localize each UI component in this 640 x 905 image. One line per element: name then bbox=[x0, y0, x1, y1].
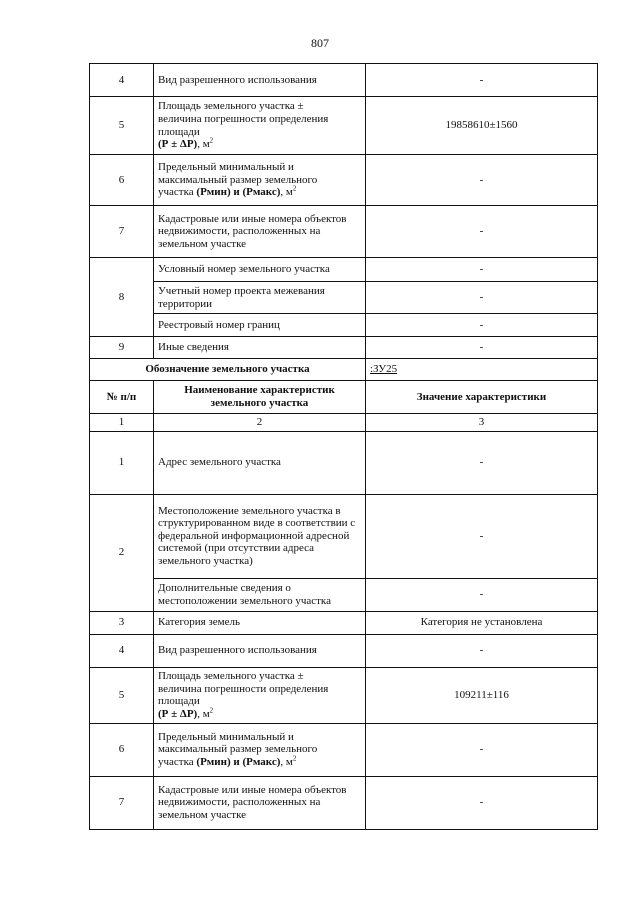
land-plot-table bbox=[89, 63, 598, 830]
table-row bbox=[90, 64, 598, 97]
characteristic-value: - bbox=[366, 258, 598, 282]
table-row bbox=[90, 634, 598, 667]
table-row bbox=[90, 282, 598, 314]
table-row bbox=[90, 611, 598, 634]
column-number: 1 bbox=[90, 414, 154, 432]
characteristic-value: - bbox=[366, 776, 598, 829]
name-line: участка bbox=[158, 755, 197, 768]
designation-label: Обозначение земельного участка bbox=[90, 359, 366, 381]
row-number: 9 bbox=[90, 337, 154, 359]
characteristic-value: Категория не установлена bbox=[366, 611, 598, 634]
table-row bbox=[90, 776, 598, 829]
characteristic-name: Вид разрешенного использования bbox=[154, 634, 366, 667]
name-line: площади bbox=[158, 125, 200, 138]
designation-row bbox=[90, 359, 598, 381]
characteristic-value: - bbox=[366, 206, 598, 258]
characteristic-name: Кадастровые или иные номера объектов недвижимости, расположенных на земельном участке bbox=[154, 206, 366, 258]
unit-exponent: 2 bbox=[209, 706, 214, 715]
unit-exponent: 2 bbox=[292, 184, 297, 193]
row-number: 1 bbox=[90, 431, 154, 494]
name-line: площади bbox=[158, 695, 200, 708]
characteristic-name: Условный номер земельного участка bbox=[154, 258, 366, 282]
page-number: 807 bbox=[311, 36, 329, 50]
characteristic-value: 109211±116 bbox=[366, 667, 598, 723]
unit: , м bbox=[197, 138, 210, 151]
characteristic-name bbox=[154, 667, 366, 723]
unit: , м bbox=[280, 755, 293, 768]
table-row bbox=[90, 155, 598, 206]
name-line: величина погрешности определения bbox=[158, 112, 329, 125]
table-row bbox=[90, 337, 598, 359]
table-row bbox=[90, 258, 598, 282]
row-number: 6 bbox=[90, 155, 154, 206]
characteristic-value: - bbox=[366, 64, 598, 97]
table-row bbox=[90, 494, 598, 578]
table-row bbox=[90, 431, 598, 494]
name-line: максимальный размер земельного bbox=[158, 743, 318, 756]
column-number: 2 bbox=[154, 414, 366, 432]
row-number: 7 bbox=[90, 206, 154, 258]
characteristic-value: - bbox=[366, 578, 598, 611]
characteristic-name: Учетный номер проекта межевания территории bbox=[154, 282, 366, 314]
table-row bbox=[90, 206, 598, 258]
unit-exponent: 2 bbox=[209, 136, 214, 145]
row-number: 5 bbox=[90, 97, 154, 155]
formula: (Р ± ΔР) bbox=[158, 138, 198, 151]
row-number: 2 bbox=[90, 494, 154, 611]
characteristic-value: - bbox=[366, 337, 598, 359]
header-value: Значение характеристики bbox=[366, 381, 598, 414]
characteristic-name: Вид разрешенного использования bbox=[154, 64, 366, 97]
characteristic-value: - bbox=[366, 634, 598, 667]
characteristic-name: Категория земель bbox=[154, 611, 366, 634]
name-line: Площадь земельного участка ± bbox=[158, 669, 304, 682]
name-line: Площадь земельного участка ± bbox=[158, 100, 304, 113]
row-number: 6 bbox=[90, 723, 154, 776]
name-line: Предельный минимальный и bbox=[158, 161, 294, 174]
name-line: Предельный минимальный и bbox=[158, 730, 294, 743]
formula: (Рмин) и (Рмакс) bbox=[196, 755, 281, 768]
characteristic-name: Реестровый номер границ bbox=[154, 314, 366, 337]
table-row bbox=[90, 314, 598, 337]
characteristic-name: Иные сведения bbox=[154, 337, 366, 359]
characteristic-value: 19858610±1560 bbox=[366, 97, 598, 155]
designation-value bbox=[366, 359, 598, 381]
characteristic-name bbox=[154, 723, 366, 776]
table-row bbox=[90, 723, 598, 776]
characteristic-name: Дополнительные сведения о местоположении земельного участка bbox=[154, 578, 366, 611]
characteristic-name: Местоположение земельного участка в структурированном виде в соответствии с федеральной информационной адресной системой (при отсутствии адреса земельного участка) bbox=[154, 494, 366, 578]
unit: , м bbox=[197, 707, 210, 720]
characteristic-value: - bbox=[366, 494, 598, 578]
characteristic-value: - bbox=[366, 282, 598, 314]
header-number: № п/п bbox=[90, 381, 154, 414]
characteristic-name bbox=[154, 155, 366, 206]
header-name: Наименование характеристик земельного участка bbox=[154, 381, 366, 414]
table-row bbox=[90, 578, 598, 611]
formula: (Рмин) и (Рмакс) bbox=[196, 186, 281, 199]
formula: (Р ± ΔР) bbox=[158, 707, 198, 720]
column-number: 3 bbox=[366, 414, 598, 432]
row-number: 7 bbox=[90, 776, 154, 829]
characteristic-name: Адрес земельного участка bbox=[154, 431, 366, 494]
row-number: 4 bbox=[90, 634, 154, 667]
row-number: 5 bbox=[90, 667, 154, 723]
row-number: 4 bbox=[90, 64, 154, 97]
column-numbers-row bbox=[90, 414, 598, 432]
characteristic-value: - bbox=[366, 155, 598, 206]
table-row bbox=[90, 667, 598, 723]
characteristic-name bbox=[154, 97, 366, 155]
table-row bbox=[90, 97, 598, 155]
header-row bbox=[90, 381, 598, 414]
name-line: максимальный размер земельного bbox=[158, 173, 318, 186]
unit: , м bbox=[280, 186, 293, 199]
name-line: величина погрешности определения bbox=[158, 682, 329, 695]
row-number: 8 bbox=[90, 258, 154, 337]
characteristic-name: Кадастровые или иные номера объектов недвижимости, расположенных на земельном участке bbox=[154, 776, 366, 829]
characteristic-value: - bbox=[366, 723, 598, 776]
plot-code: :ЗУ25 bbox=[370, 363, 398, 376]
name-line: участка bbox=[158, 186, 197, 199]
characteristic-value: - bbox=[366, 431, 598, 494]
row-number: 3 bbox=[90, 611, 154, 634]
unit-exponent: 2 bbox=[292, 754, 297, 763]
characteristic-value: - bbox=[366, 314, 598, 337]
